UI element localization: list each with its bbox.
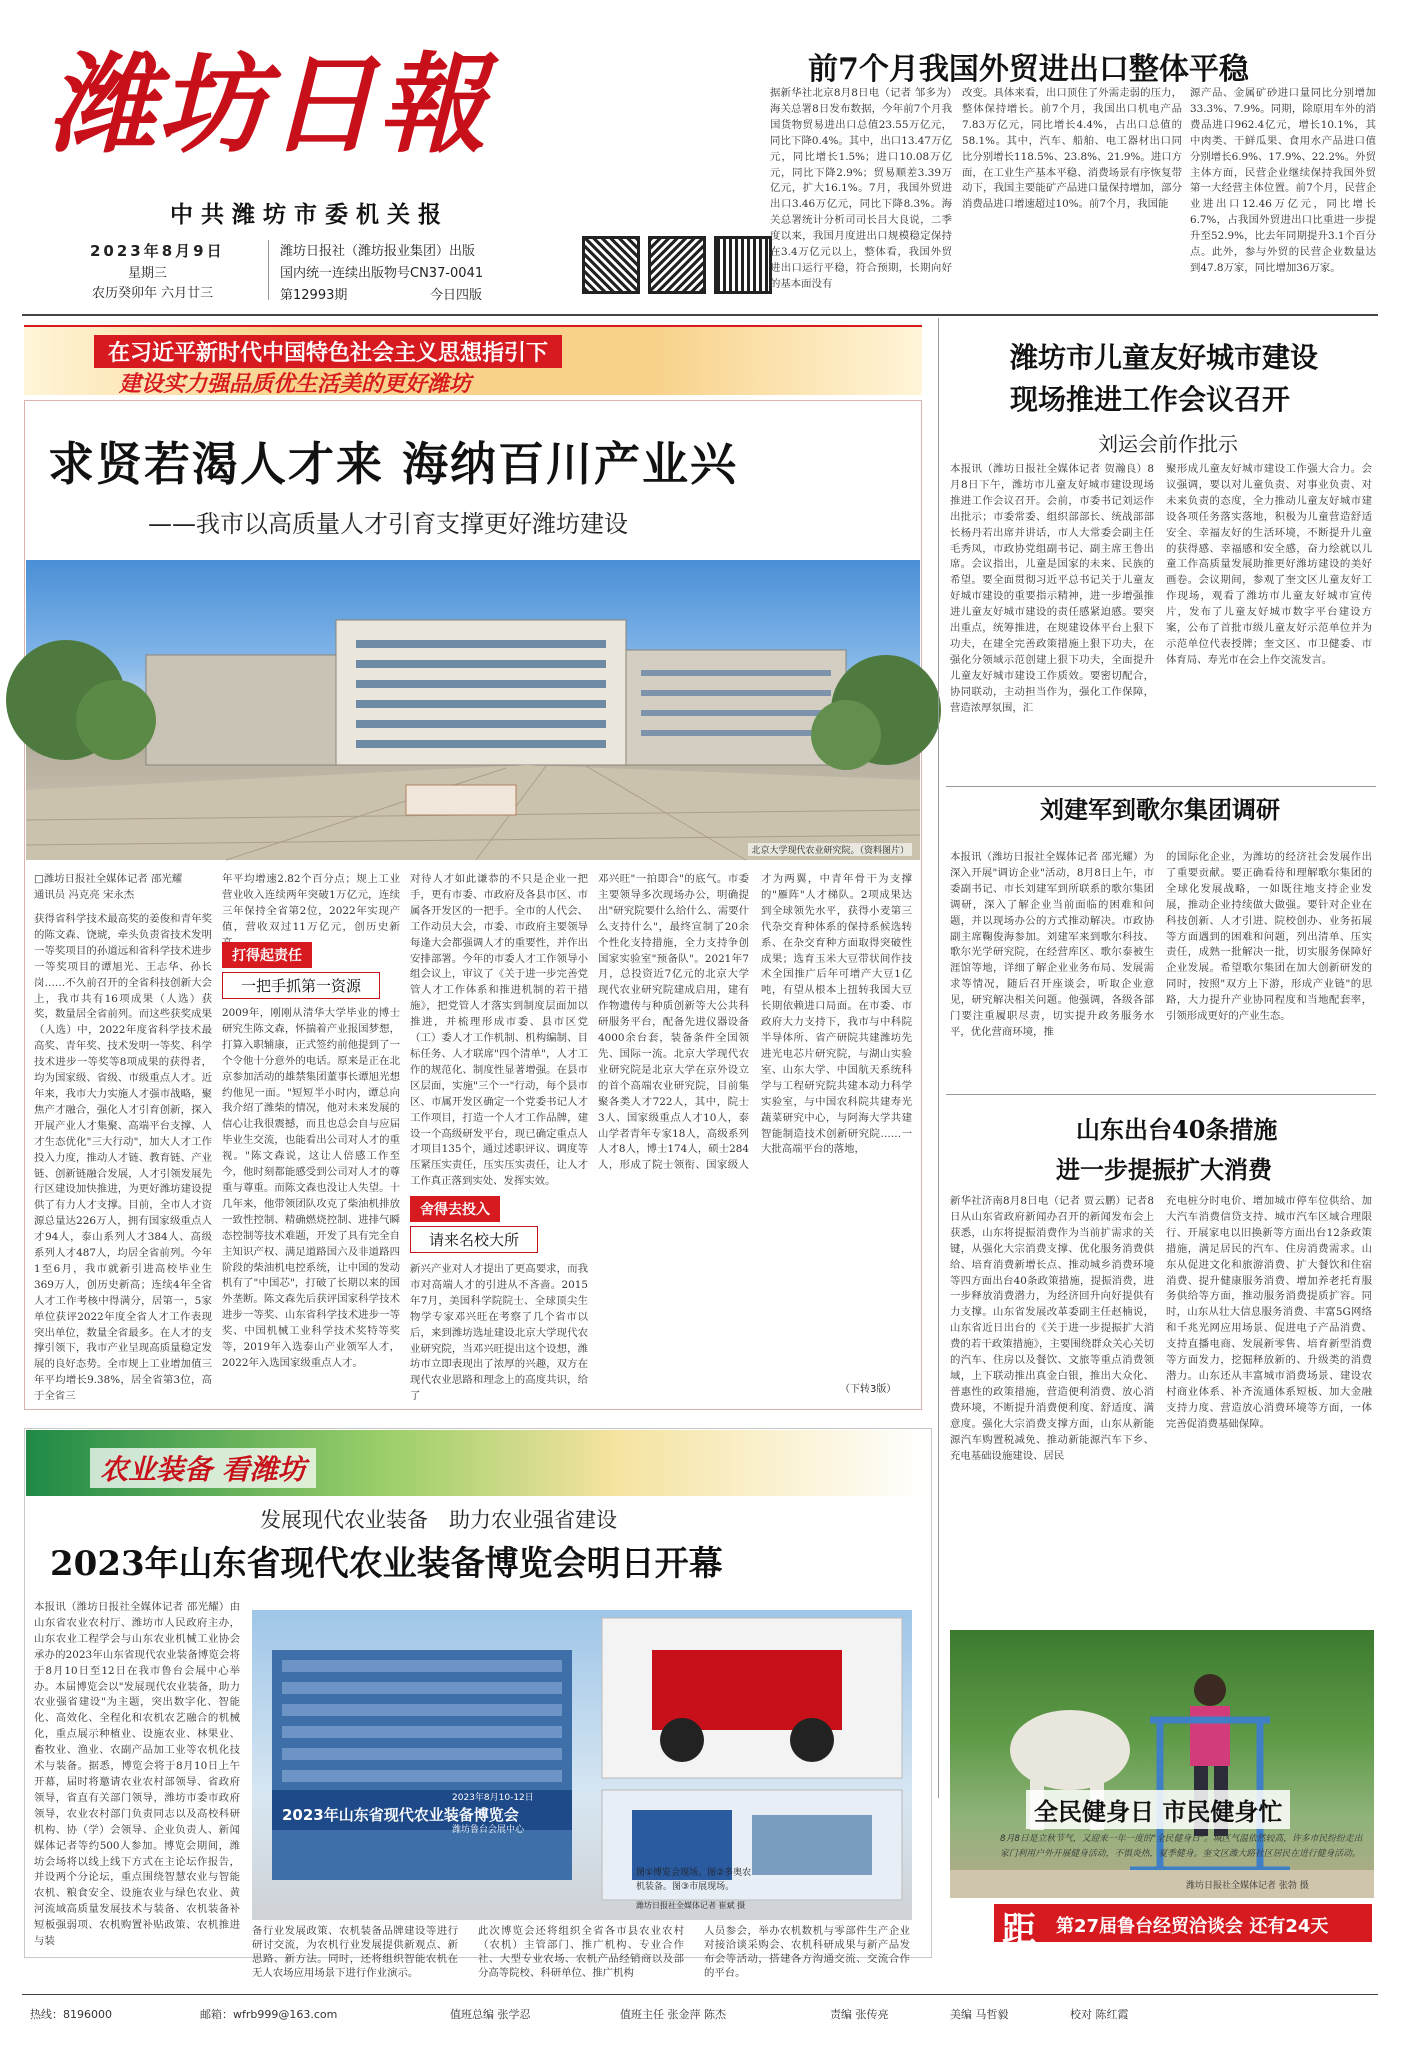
lead-col2b: 2009年，刚刚从清华大学毕业的博士研究生陈文森，怀揣着产业报国梦想，打算入职辅康，正式签约前他提到了一个令他十分意外的电话。原来是正在北京参加活动的雄禁集团董事长谭旭光想约他见一面。"短短半小时内，谭总向我介绍了潍柴的情况，他对未来发展的信心让我很震撼，而且也总会自与应届毕业生交流，也能看出公司对人才的重视。"陈文森说，这让人倍感工作至今，他时刻都能感受到公司对人才的尊重与尊重。而陈文森也没让人失望。十几年来，他带领团队攻克了柴油机排放一致性控制、精确燃烧控制、进排气瞬态控制等技术难题，开发了具有完全自主知识产权、满足道路国六及非道路四阶段的柴油机电控系统，让中国的发动机有了"中国芯"，打破了长期以来的国外垄断。陈文森先后获评国家科学技术进步一等奖、山东省科学技术进步一等奖、中国机械工业科学技术奖特等奖等，2019年入选泰山产业领军人才，2022年入选国家级重点人才。 — [222, 1007, 400, 1369]
agri-col4: 人员参会，举办农机数机与零部件生产企业对接洽谈采购会、农机科研成果与新产品发布会等活动，搭建各方沟通交流、交流合作的平台。 — [704, 1925, 910, 1979]
expo-sign: 2023年山东省现代农业装备博览会 — [282, 1806, 519, 1824]
banner-line2: 建设实力强品质优生活美的更好潍坊 — [119, 372, 472, 397]
agri-col1: 本报讯（潍坊日报社全媒体记者 邵光耀）由山东省农业农村厅、潍坊市人民政府主办，山东农业工程学会与山东农业机械工业协会承办的2023年山东省现代农业装备博览会将于8月10日至12日在我市鲁台会展中心举办。本届博览会以"发展现代农业装备，助力农业强省建设"为主题，突出数字化、智能化、高效化、全程化和农机农艺融合的机械化，重点展示种植业、设施农业、林果业、畜牧业、渔业、农副产品加工业等农机化技术与装备。据悉，博览会将于8月10日上午开幕，届时将邀请农业农村部领导、省政府领导，省直有关部门领导，潍坊市委市政府领导，农业农村部门负责同志以及高校科研机构、协（学）会领导、企业负责人、新闻媒体记者等约500人参加。博览会期间，潍坊会场将以线上线下方式在主论坛作报告，并设两个分论坛，重点围绕智慧农业与智能农机、粮食安全、设施农业与绿色农业、黄河流域高质量发展技术与装备、农机装备补短板强弱项、农机购置补贴政策、农机推进与装 — [34, 1601, 240, 1948]
countdown-bar — [994, 1904, 1372, 1950]
lead-subhead: ——我市以高质量人才引育支撑更好潍坊建设 — [148, 510, 628, 538]
agri-col3: 此次博览会还将组织全省各市县农业农村（农机）主管部门、推广机构、专业合作社、大型专业农场、农机产品经销商以及部分高等院校、科研单位、推广机构 — [478, 1925, 684, 1979]
children-headline-2: 现场推进工作会议召开 — [1010, 383, 1291, 416]
expo-illustration — [252, 1610, 912, 1920]
masthead-issue: 第12993期 — [280, 288, 348, 303]
lead-byline: □潍坊日报社全媒体记者 邵光耀 通讯员 冯克亮 宋永杰 — [34, 873, 183, 901]
lead-box2: 请来名校大所 — [410, 1226, 538, 1253]
lead-col3b: 新兴产业对人才提出了更高要求，而我市对高端人才的引进从不吝啬。2015年7月，美国科学院院士、全球顶尖生物学专家邓兴旺在考察了几个省市以后，来到潍坊选址建设北京大学现代农业研究院，当邓兴旺提出这个设想，潍坊市立即表现出了浓厚的兴趣，双方在现代农业思路和理念上的高度共识，给了 — [410, 1263, 588, 1403]
agri-photo-credit: 潍坊日报社全媒体记者 崔斌 摄 — [636, 1901, 746, 1910]
consume-col1: 新华社济南8月8日电（记者 贾云鹏）记者8日从山东省政府新闻办召开的新闻发布会上获悉，山东将提振消费作为当前扩需求的关键，从强化大宗消费支撑、优化服务消费供给、培育消费新增长点、推动城乡消费环境等四方面出台40条政策措施，提振消费，进一步释放消费潜力，为经济回升向好提供有力支撑。山东省发展改革委副主任赵楠说，山东省近日出台的《关于进一步提振扩大消费的若干政策措施》，主要围绕群众关心关切的汽车、住房以及餐饮、文旅等重点消费领域，上下联动推出真金白银，推出大众化、普惠性的政策措施，营造便利消费、放心消费环境，不断提升消费便利度、舒适度、满意度。强化大宗消费支撑方面，山东从新能源汽车购置税减免、推动新能源汽车下乡、充电基础设施建设、居民 — [950, 1195, 1154, 1462]
masthead-cn: 国内统一连续出版物号CN37-0041 — [280, 266, 484, 281]
lead-photo-caption: 北京大学现代农业研究院。（资料图片） — [748, 843, 912, 856]
consume-col2: 充电桩分时电价、增加城市停车位供给、加大汽车消费信贷支持、城市汽车区域合理限行、开展家电以旧换新等方面出台12条政策措施，满足居民的汽车、住房消费需求。山东从促进文化和旅游消费、扩大餐饮和住宿消费、提升健康服务消费、增加养老托育服务供给等方面，推动服务消费提质扩容。同时，山东从壮大信息服务消费、丰富5G网络和千兆光网应用场景、促进电子产品消费、支持直播电商、发展新零售、培育新型消费等方面发力，挖掘释放新的、升级类的消费潜力。山东还从丰富城市消费场景、建设农村商业体系、补齐流通体系短板、加大金融支持力度、营造放心消费环境等方面，一体完善促消费基础保障。 — [1166, 1195, 1372, 1430]
masthead-date: 2023年8月9日 — [90, 242, 225, 260]
footer-staff4: 美编 马哲毅 — [950, 2008, 1009, 2021]
lead-col3a: 对待人才如此谦恭的不只是企业一把手，更有市委、市政府及各县市区、市属各开发区的一把手。全市的人代会、工作动员大会，市委、市政府主要领导每逢大会都强调人才的重要性，并作出安排部署。今年的市委人才工作领导小组会议上，审议了《关于进一步完善党管人才工作体系和推进机制的若干措施》，把党管人才落实到制度层面加以推进，并梳理形成市委、县市区党（工）委人才工作机制、机构编制、目标任务、人才联席"四个清单"，人才工作的规范化、制度性显著增强。在县市区层面，实施"三个一"行动，每个县市区、市属开发区确定一个党委书记人才工作项目，打造一个人才工作品牌，建设一个高级研发平台，现已确定重点人才项目135个，通过述职评议、调度等压紧压实责任，压实压实责任，让人才工作真正落到实处、发挥实效。 — [410, 873, 588, 1188]
banner-line1: 在习近平新时代中国特色社会主义思想指引下 — [94, 335, 562, 368]
masthead-logo: 潍坊日報 — [48, 42, 489, 168]
masthead-weekday: 星期三 — [128, 266, 168, 281]
children-col1: 本报讯（潍坊日报社全媒体记者 贺瀚良）8月8日下午，潍坊市儿童友好城市建设现场推进工作会议召开。会前，市委书记刘运作出批示；市委常委、组织部部长、统战部部长杨丹若出席并讲话，市人大常委会副主任毛秀凤，市政协党组副书记、副主席王鲁出席。会议指出，儿童是国家的未来、民族的希望。要全面贯彻习近平总书记关于儿童友好城市建设的重要指示精神，进一步增强推进儿童友好城市建设的责任感紧迫感。要突出重点，统筹推进，在规建设体平台上狠下功夫，在建全完善政策措施上狠下功夫，在强化分领域示范创建上狠下功夫，全面提升儿童友好城市建设工作质效。要密切配合，协同联动，主动担当作为，强化工作保障，营造浓厚氛围，汇 — [950, 463, 1154, 714]
lead-box1: 一把手抓第一资源 — [222, 972, 380, 999]
countdown-char: 距 — [1002, 1910, 1036, 1950]
footer-staff2: 值班主任 张金萍 陈杰 — [620, 2008, 726, 2021]
children-col2: 聚形成儿童友好城市建设工作强大合力。会议强调，要以对儿童负责、对事业负责、对未来负责的态度，全力推动儿童友好城市建设各项任务落实落地，积极为儿童营造舒适安全、幸福友好的生活环境，不断提升儿童的获得感、幸福感和安全感，奋力绘就以儿童工作高质量发展助推更好潍坊建设的美好画卷。会议期间，参观了奎文区儿童友好工作现场，观看了潍坊市儿童友好城市宣传片，发布了儿童友好城市数字平台建设方案，公布了首批市级儿童友好示范单位并为示范单位代表授牌；奎文区、市卫健委、市体育局、寿光市在会上作交流发言。 — [1166, 463, 1372, 666]
trade-col1: 据新华社北京8月8日电（记者 邹多为）海关总署8日发布数据，今年前7个月我国货物贸易进出口总值23.55万亿元，同比下降0.4%。其中，出口13.47万亿元，同比增长1.5%；进口10.08万亿元，同比下降2.9%；贸易顺差3.39万亿元，扩大16.1%。7月，我国外贸进出口3.46万亿元，同比下降8.3%。海关总署统计分析司司长吕大良说，二季度以来，我国月度进出口规模稳定保持在3.4万亿元以上，整体看，我国外贸进出口运行平稳，符合预期，长期向好的基本面没有 — [770, 87, 952, 290]
fitness-credit: 潍坊日报社全媒体记者 张勃 摄 — [1186, 1881, 1309, 1891]
fitness-caption: 8月8日是立秋节气，又迎来一年一度的"全民健身日"。城区气温依然较高，许多市民纷纷走出家门利用户外开展健身活动，不惧炎热，夏季健身。奎文区潍大路社区居民在进行健身活动。 — [1000, 1834, 1363, 1859]
qr-code-3 — [714, 236, 772, 294]
research-institute-illustration — [26, 560, 920, 860]
expo-place: 潍坊鲁台会展中心 — [452, 1825, 525, 1835]
trade-col2: 改变。具体来看，出口顶住了外需走弱的压力，整体保持增长。前7个月，我国出口机电产品7.83万亿元，同比增长4.4%，占出口总值的58.1%。其中，汽车、船舶、电工器材出口同比分别增长118.5%、23.8%、21.9%。进口方面，在工业生产基本平稳、消费场景有序恢复带动下，我国主要能矿产品进口量保持增加，部分消费品进口增速超过10%。前7个月，我国能 — [962, 87, 1182, 211]
children-headline-1: 潍坊市儿童友好城市建设 — [1010, 341, 1319, 374]
footer-email: 邮箱：wfrb999@163.com — [200, 2008, 338, 2021]
footer-hotline: 热线：8196000 — [30, 2008, 112, 2021]
lead-headline: 求贤若渴人才来 海纳百川产业兴 — [48, 437, 739, 491]
agri-kicker: 发展现代农业装备 助力农业强省建设 — [260, 1508, 617, 1532]
consume-headline-2: 进一步提振扩大消费 — [1056, 1155, 1272, 1184]
expo-date: 2023年8月10-12日 — [452, 1793, 534, 1803]
lead-continued: （下转3版） — [840, 1384, 897, 1395]
footer-staff5: 校对 陈红霞 — [1070, 2008, 1129, 2021]
masthead-publisher: 潍坊日报社（潍坊报业集团）出版 — [280, 244, 476, 259]
agri-col2: 备行业发展政策、农机装备品牌建设等进行研讨交流，为农机行业发展提供新观点、新思路、新方法。同时，还将组织智能农机在无人农场应用场景下进行作业演示。 — [252, 1925, 458, 1979]
qr-code-2 — [648, 236, 706, 294]
children-subhead: 刘运会前作批示 — [1098, 432, 1238, 456]
masthead-pages: 今日四版 — [430, 288, 483, 303]
lead-col2a: 年平均增速2.82个百分点；规上工业营业收入连续两年突破1万亿元，连续三年保持全省第2位，2022年实现产值，营收双过11万亿元，创历史新 — [222, 873, 400, 933]
agri-headline: 2023年山东省现代农业装备博览会明日开幕 — [50, 1544, 723, 1584]
lead-col4: 邓兴旺"一拍即合"的底气。市委主要领导多次现场办公，明确提出"研究院要什么给什么、需要什么支持什么"，最终宣制了20余个性化支持措施，全力支持争创国家实验室"预备队"。2021年7月，总投资近7亿元的北京大学现代农业研究院建成启用，建有作物遗传与种质创新等大公共科研服务平台，配备先进仪器设备4000余台套，装备条件全国领先、国际一流。北京大学现代农业研究院是北京大学在京外设立的首个高端农业研究院，目前集聚各类人才722人，其中，院士3人、国家级重点人才10人，泰山学者青年专家18人，高级系列人才8人，博士174人，硕士284人，形成了院士领衔、国家级人才为两翼，中青年骨干为支撑的"雁阵"人才梯队。2项成果达到全球领先水平，获得小麦第三代杂交育种体系的保持系候选转系、在杂交育种方面取得突破性成果；选育玉米大豆带状间作技术全国推广后年可增产大豆1亿吨，有望从根本上扭转我国大豆长期依赖进口局面。在市委、市政府大力支持下，我市与中科院半导体所、省产研院共建潍坊先进光电芯片研究院，与湖山实验室、山东大学、中国航天系统科学与工程研究院共建本动力科学实验室，与中国农科院共建寿光蔬菜研究中心，与阿海大学共建智能制造技术创新研究院……一大批高端平台的落地， — [598, 873, 912, 1172]
agri-banner — [26, 1430, 930, 1496]
agri-photo — [252, 1610, 912, 1920]
countdown-text: 第27届鲁台经贸洽谈会 还有24天 — [1056, 1916, 1329, 1937]
goer-col1: 本报讯（潍坊日报社全媒体记者 邵光耀）为深入开展"调访企业"活动，8月8日上午，市委副书记、市长刘建军到所联系的歌尔集团调研，深入了解企业当前面临的困难和问题，并以现场办公的方式推动解决。市政协副主席鞠俊海参加。刘建军来到歌尔科技、歌尔光学研究院，在经营库区、歌尔泰被生涯馆等地，详细了解企业业务布局、发展需求等情况，随后召开座谈会，听取企业意见，研究解决相关问题。他强调，各级各部门要注重履职尽责，切实提升政务服务水平，优化营商环境，推 — [950, 851, 1154, 1038]
lead-tag1-wrap — [222, 942, 400, 1002]
agri-photo-caption: 图①博览会现场。图②多奥农机装备。图③市展现场。 — [636, 1868, 752, 1892]
lead-tag2: 舍得去投入 — [410, 1196, 500, 1222]
trade-col3: 源产品、金属矿砂进口量同比分别增加33.3%、7.9%。同期，除原用车外的消费品进口962.4亿元，增长10.1%，其中肉类、干鲜瓜果、食用水产品进口值分别增长6.9%、17.9%、22.2%。外贸主体方面，民营企业继续保持我国外贸第一大经营主体位置。前7个月，民营企业进出口12.46万亿元，同比增长6.7%，占我国外贸进出口比重进一步提升至52.9%，比去年同期提升3.1个百分点。此外，参与外贸的民营企业数量达到47.8万家，同比增加36万家。 — [1190, 87, 1376, 274]
fitness-headline: 全民健身日 市民健身忙 — [1026, 1790, 1290, 1829]
masthead-subtitle: 中共潍坊市委机关报 — [170, 202, 449, 228]
theme-banner — [24, 325, 922, 395]
lead-tag1: 打得起责任 — [222, 942, 312, 968]
lead-col1: 获得省科学技术最高奖的姜俊和青年奖的陈文森、饶琥，牵头负责省技术发明一等奖项目的孙道远和省科学技术进步一等奖项目的谭旭光、王志华、孙长岗……不久前召开的全省科技创新大会上，我市共有16项成果（人选）获奖，数量居全省前列。而这些获奖成果（人选）中，2022年度省科学技术最高奖、青年奖、技术发明一等奖、科学技术进步一等奖等8项成果的获得者，均为国家级、省级、市级重点人才。近年来，我市大力实施人才强市战略，聚焦产才融合，强化人才引育创新，探入开展产业人才集聚、高端平台支撑、人才生态优化"三大行动"，加大人才工作投入力度，推动人才链、教育链、产业链、创新链融合发展，人才引领发展先行区建设加快推进，为更好潍坊建设提供了有力人才支撑。目前，全市人才资源总量达226万人，拥有国家级重点人才94人，泰山系列人才384人、高级系列人才487人，均居全省前列。今年1至6月，我市就新引进高校毕业生369万人，创历史新高；连续4年全省人才工作考核中得满分，居第一，5家单位获评2022年度全省人才工作表现突出单位，数量全省最多。在人才的支撑引领下，我市产业呈现高质量稳定发展的良好态势。全市规上工业增加值三年平均增长9.38%，居全省第3位，高于全省三 — [34, 913, 212, 1403]
goer-headline: 刘建军到歌尔集团调研 — [1040, 795, 1280, 824]
lead-photo — [26, 560, 920, 860]
footer — [30, 2006, 1370, 2026]
footer-staff3: 责编 张传亮 — [830, 2008, 889, 2021]
trade-headline: 前7个月我国外贸进出口整体平稳 — [808, 52, 1249, 87]
goer-col2: 的国际化企业，为潍坊的经济社会发展作出了重要贡献。要正确看待和理解歌尔集团的全球化发展战略，一如既往地支持企业发展，推动企业持续做大做强。要针对企业在科技创新、人才引进、院校创办、业务拓展等方面遇到的困难和问题，列出清单、压实责任，成熟一批解决一批，切实服务保障好企业发展。希望歌尔集团在加大创新研发的同时，按照"双方上下游，形成产业链"的思路，大力提升产业协同程度和当地配套率，引领形成更好的产业生态。 — [1166, 851, 1372, 1023]
agri-banner-text: 农业装备 看潍坊 — [90, 1448, 316, 1488]
qr-code-1 — [582, 236, 640, 294]
lead-tag2-wrap — [410, 1196, 588, 1256]
masthead — [0, 0, 790, 303]
masthead-lunar: 农历癸卯年 六月廿三 — [92, 286, 214, 301]
consume-headline-1: 山东出台40条措施 — [1076, 1115, 1278, 1144]
footer-staff1: 值班总编 张学忍 — [450, 2008, 531, 2021]
